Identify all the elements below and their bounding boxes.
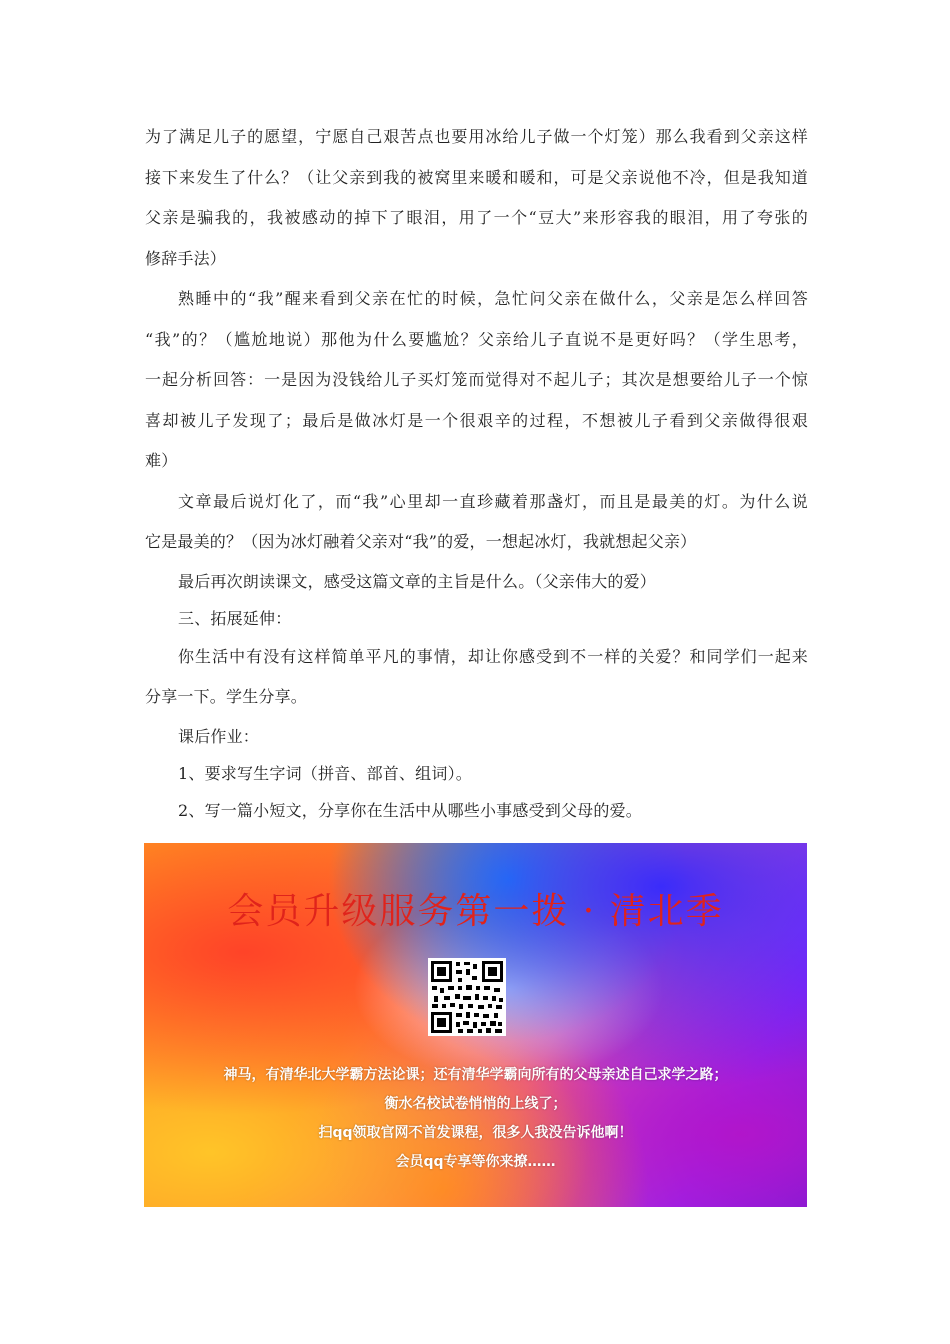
text-line: 它是最美的？（因为冰灯融着父亲对“我”的爱，一想起冰灯，我就想起父亲） [145,532,697,551]
lesson-text [145,117,808,829]
text-line: 最后再次朗读课文，感受这篇文章的主旨是什么。（父亲伟大的爱） [178,571,657,591]
banner-line: 神马，有清华北大学霸方法论课；还有清华学霸向所有的父母亲述自己求学之路； [223,1067,728,1083]
text-line: 文章最后说灯化了，而“我”心里却一直珍藏着那盏灯，而且是最美的灯。为什么说 [178,491,808,511]
homework-heading: 课后作业： [178,726,260,746]
section-heading: 三、拓展延伸： [178,608,292,628]
banner-text [144,1061,807,1177]
text-line: “我”的？（尴尬地说）那他为什么要尴尬？父亲给儿子直说不是更好吗？（学生思考， [145,329,808,349]
text-line: 修辞手法） [145,248,227,268]
text-line: 你生活中有没有这样简单平凡的事情，却让你感受到不一样的关爱？和同学们一起来 [178,646,808,666]
qr-code-icon[interactable] [428,958,506,1036]
banner-title: 会员升级服务第一拨 · 清北季 [227,891,724,932]
homework-item: 2、写一篇小短文，分享你在生活中从哪些小事感受到父母的爱。 [178,800,642,820]
text-line: 熟睡中的“我”醒来看到父亲在忙的时候，急忙问父亲在做什么，父亲是怎么样回答 [178,289,808,308]
text-line: 难） [145,451,178,470]
text-line: 一起分析回答：一是因为没钱给儿子买灯笼而觉得对不起儿子；其次是想要给儿子一个惊 [145,370,808,389]
text-line: 接下来发生了什么？（让父亲到我的被窝里来暖和暖和，可是父亲说他不冷，但是我知道 [145,167,808,187]
text-line: 父亲是骗我的，我被感动的掉下了眼泪，用了一个“豆大”来形容我的眼泪，用了夸张的 [145,208,808,227]
promo-banner [144,843,807,1207]
banner-line: 扫qq领取官网不首发课程，很多人我没告诉他啊！ [318,1125,633,1141]
banner-line: 衡水名校试卷悄悄的上线了； [384,1096,567,1112]
text-line: 喜却被儿子发现了；最后是做冰灯是一个很艰辛的过程，不想被儿子看到父亲做得很艰 [145,410,808,430]
homework-item: 1、要求写生字词（拼音、部首、组词）。 [178,763,472,783]
banner-line: 会员qq专享等你来撩…… [395,1154,556,1170]
text-line: 分享一下。学生分享。 [145,687,308,706]
text-line: 为了满足儿子的愿望，宁愿自己艰苦点也要用冰给儿子做一个灯笼）那么我看到父亲这样 [145,127,808,146]
